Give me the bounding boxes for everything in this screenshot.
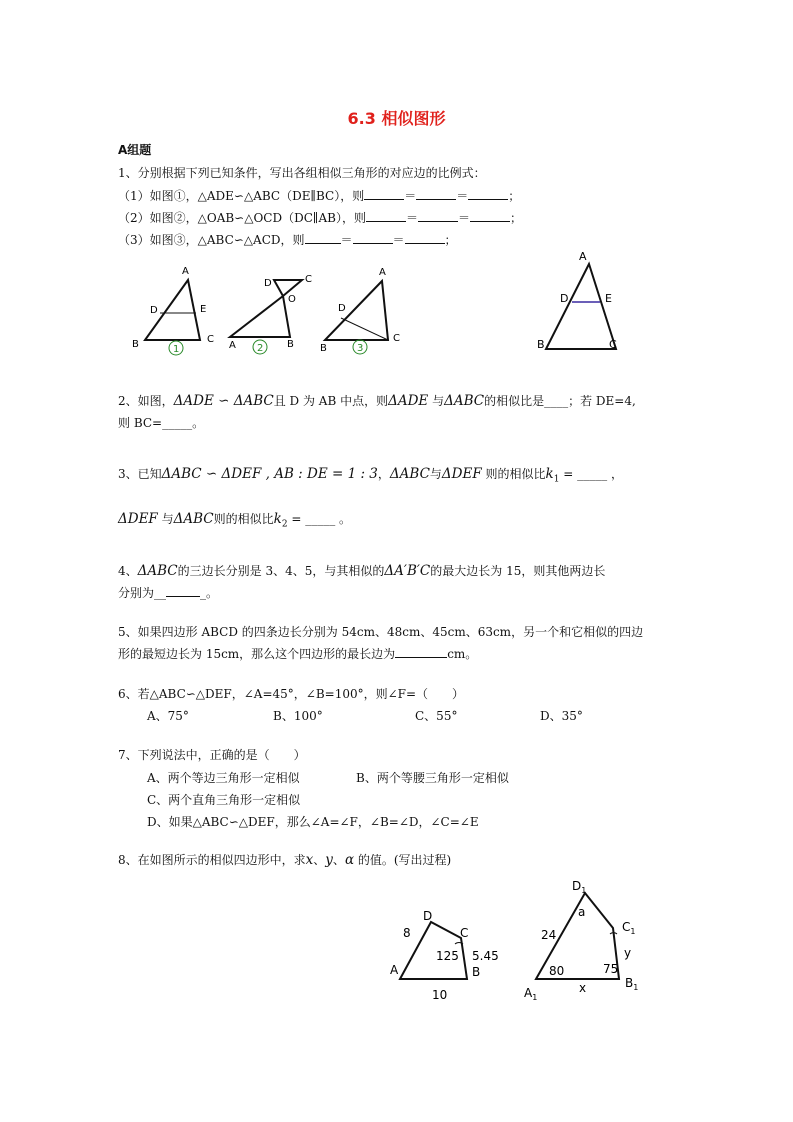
fig2-label-b: B	[287, 339, 294, 350]
q2-text: 且 D 为 AB 中点，则	[273, 394, 389, 408]
q4-text: 的最大边长为 15，则其他两边长	[430, 564, 606, 578]
fig6-angle-b: 75	[603, 962, 619, 976]
fig3-label-b: B	[320, 343, 327, 354]
q4-line2	[118, 584, 218, 601]
q4-math: ΔABC	[137, 563, 178, 579]
q2-math: ΔADE ∽ ΔABC	[173, 393, 274, 409]
q7-option-c[interactable]: C、两个直角三角形一定相似	[147, 793, 301, 807]
group-a-heading: A组题	[118, 143, 152, 157]
fig5-side-ab: 10	[432, 988, 448, 1002]
q8-math-y: y	[325, 852, 333, 868]
fig2-label-d: D	[264, 278, 272, 289]
q3-line2	[118, 510, 351, 529]
fig5-label-b: B	[472, 965, 481, 979]
figure-4	[537, 250, 617, 351]
fig5-label-d: D	[423, 909, 433, 923]
fig5-label-c: C	[460, 926, 469, 940]
fig6-angle-d: a	[578, 905, 586, 919]
q3-answer: = _____ 。	[287, 512, 352, 526]
q2-line1	[118, 392, 636, 409]
fig5-label-a: A	[390, 963, 399, 977]
fig1-label-e: E	[200, 304, 207, 315]
q2-math: ΔADE	[388, 393, 429, 409]
q8-sep: 、	[313, 853, 326, 867]
fig6-side-ab: x	[579, 981, 587, 995]
q3-line1	[118, 465, 623, 484]
q8-math-alpha: α	[344, 852, 355, 868]
figure-6	[524, 879, 638, 1002]
q2-math: ΔABC	[444, 393, 485, 409]
fig3-number: 3	[357, 343, 364, 354]
q8-text: 的值。(写出过程)	[354, 853, 452, 867]
fig4-label-a: A	[579, 250, 587, 263]
q7-option-b[interactable]: B、两个等腰三角形一定相似	[356, 771, 509, 785]
fig6-side-ad: 24	[541, 928, 557, 942]
fig4-label-b: B	[537, 338, 545, 351]
q2-text: 与	[428, 394, 445, 408]
fig2-label-c: C	[305, 274, 312, 285]
q3-math: ΔABC	[389, 466, 430, 482]
fig3-label-d: D	[338, 303, 346, 314]
equals-sign: ＝	[392, 233, 405, 247]
fig6-label-b: $B_1$	[625, 976, 639, 992]
q8-math-x: x	[305, 852, 314, 868]
figure-2	[229, 274, 312, 354]
fig4-label-d: D	[560, 292, 569, 305]
q5-text: cm。	[447, 647, 478, 661]
q4-text: 4、	[118, 564, 138, 578]
q3-math: ΔDEF	[118, 511, 158, 527]
fig6-label-c: $C_1$	[622, 920, 636, 936]
fig5-angle: 125	[436, 949, 459, 963]
equals-sign: ＝	[404, 189, 417, 203]
q4-text: 的三边长分别是 3、4、5，与其相似的	[177, 564, 385, 578]
q3-math: ΔABC	[173, 511, 214, 527]
q3-math: ΔDEF	[441, 466, 482, 482]
fig1-label-a: A	[182, 266, 189, 277]
fig5-side-ad: 8	[403, 926, 411, 940]
q8-text: 8、在如图所示的相似四边形中，求	[118, 853, 306, 867]
fig3-label-a: A	[379, 267, 386, 278]
q4-math: ΔA′B′C	[384, 563, 431, 579]
q1-part3-text: （3）如图③，△ABC∽△ACD，则	[118, 233, 305, 247]
q1-part2-text: （2）如图②，△OAB∽△OCD（DC∥AB），则	[118, 211, 366, 225]
fig1-label-c: C	[207, 334, 214, 345]
semicolon: ；	[509, 211, 522, 225]
q6-option-a[interactable]: A、75°	[147, 709, 189, 723]
q2-text: 的相似比是____；若 DE=4,	[484, 394, 636, 408]
semicolon: ；	[508, 189, 521, 203]
fig4-label-c: C	[609, 338, 617, 351]
fig6-side-bc: y	[624, 946, 632, 960]
q3-math: ΔABC ∽ ΔDEF , AB : DE = 1 : 3	[161, 466, 378, 482]
equals-sign: ＝	[340, 233, 353, 247]
fig2-label-o: O	[288, 294, 296, 305]
equals-sign: ＝	[456, 189, 469, 203]
fig1-label-d: D	[150, 305, 158, 316]
fig6-label-a: $A_1$	[524, 986, 538, 1002]
figure-5	[390, 909, 499, 1002]
q4-text: 分别为__	[118, 586, 167, 600]
q6-option-b[interactable]: B、100°	[273, 709, 323, 723]
q7-option-a[interactable]: A、两个等边三角形一定相似	[147, 771, 300, 785]
fig1-label-b: B	[132, 339, 139, 350]
q1-part1-text: （1）如图①，△ADE∽△ABC（DE∥BC），则	[118, 189, 365, 203]
q6-option-d[interactable]: D、35°	[540, 709, 583, 723]
equals-sign: ＝	[457, 211, 470, 225]
q3-subscript: 1	[553, 474, 560, 485]
semicolon: ；	[444, 233, 457, 247]
q3-text: 与	[429, 467, 442, 481]
q4-text: _。	[200, 586, 219, 600]
q3-subscript: 2	[281, 519, 288, 530]
q3-text: 3、已知	[118, 467, 162, 481]
q2-text: 2、如图，	[118, 394, 174, 408]
fig6-label-d: $D_1$	[572, 879, 587, 895]
q3-text: 则的相似比	[213, 512, 274, 526]
fig6-angle-a: 80	[549, 964, 565, 978]
q7-option-d[interactable]: D、如果△ABC∽△DEF，那么∠A=∠F，∠B=∠D，∠C=∠E	[147, 815, 479, 829]
q4-line1	[118, 562, 605, 579]
q5-text: 形的最短边长为 15cm，那么这个四边形的最长边为	[118, 647, 396, 661]
fig4-label-e: E	[605, 292, 612, 305]
q3-text: 与	[157, 512, 174, 526]
page-title: 6.3 相似图形	[347, 109, 446, 128]
q3-math: k	[545, 466, 554, 482]
q3-math: k	[273, 511, 282, 527]
fig1-number: 1	[173, 344, 180, 355]
q3-answer: = _____ ，	[559, 467, 623, 481]
q6-stem: 6、若△ABC∽△DEF，∠A=45°，∠B=100°，则∠F=（ ）	[118, 687, 465, 701]
q6-option-c[interactable]: C、55°	[415, 709, 458, 723]
answer-blank[interactable]	[166, 586, 200, 597]
q5-line2	[118, 645, 477, 662]
q3-text: 则的相似比	[481, 467, 546, 481]
fig3-label-c: C	[393, 333, 400, 344]
figure-1	[132, 266, 214, 355]
equals-sign: ＝	[405, 211, 418, 225]
figure-3	[320, 267, 400, 354]
q5-line1: 5、如果四边形 ABCD 的四条边长分别为 54cm、48cm、45cm、63cm，另一个和它相似的四边	[118, 625, 644, 639]
q8-sep: 、	[332, 853, 345, 867]
fig2-label-a: A	[229, 340, 236, 351]
q8-stem	[118, 851, 451, 868]
fig2-number: 2	[257, 343, 264, 354]
q7-stem: 7、下列说法中，正确的是（ ）	[118, 748, 306, 762]
answer-blank[interactable]	[395, 647, 447, 658]
q2-line2: 则 BC=_____。	[118, 416, 205, 430]
q1-stem: 1、分别根据下列已知条件，写出各组相似三角形的对应边的比例式：	[118, 166, 486, 180]
q3-text: ，	[377, 467, 390, 481]
fig5-side-bc: 5.45	[472, 949, 499, 963]
